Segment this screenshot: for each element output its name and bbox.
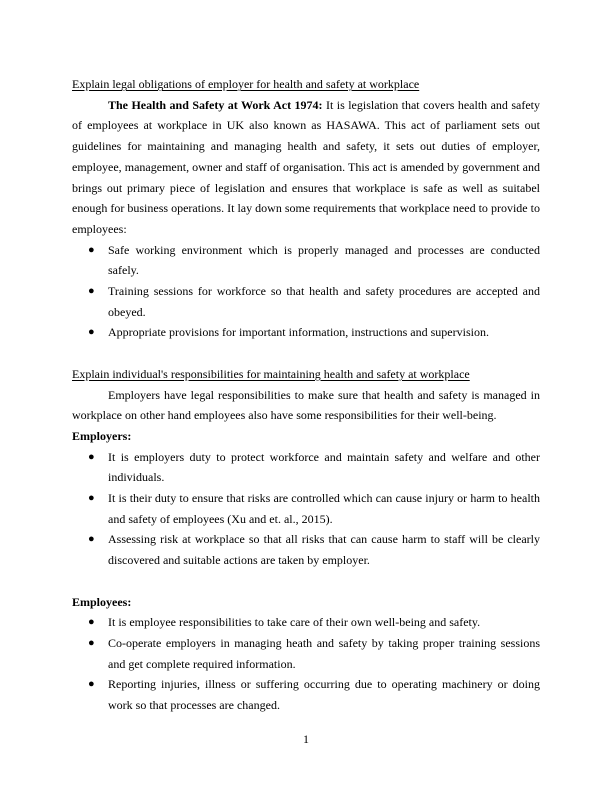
bullet-icon: ● (88, 450, 95, 463)
bullet-icon: ● (88, 616, 95, 629)
list-item: ● Assessing risk at workplace so that all risks that can cause harm to staff will be clearly discovered and suitable actions are taken by employer. (72, 529, 540, 570)
list-item: ● Training sessions for workforce so that health and safety procedures are accepted and obeyed. (72, 281, 540, 322)
employers-label: Employers: (72, 428, 132, 443)
bullet-icon: ● (88, 285, 95, 298)
section1-bullet-list (72, 240, 540, 344)
bullet-icon: ● (88, 492, 95, 505)
employers-bullet-list (72, 447, 540, 571)
bullet-icon: ● (88, 243, 95, 256)
list-item: ● Appropriate provisions for important information, instructions and supervision. (72, 322, 540, 343)
employees-label: Employees: (72, 594, 132, 609)
act-title: The Health and Safety at Work Act 1974: (108, 97, 323, 112)
list-item: ● Co-operate employers in managing heath and safety by taking proper training sessions and get complete required information. (72, 633, 540, 674)
bullet-icon: ● (88, 533, 95, 546)
section1-heading: Explain legal obligations of employer for health and safety at workplace (72, 77, 420, 91)
section1-intro-paragraph (72, 95, 540, 240)
section2-heading: Explain individual's responsibilities for maintaining health and safety at workplace (72, 366, 470, 381)
list-item: ● It is employers duty to protect workforce and maintain safety and welfare and other individuals. (72, 447, 540, 488)
list-item: ● Reporting injuries, illness or suffering occurring due to operating machinery or doing work so that processes are changed. (72, 674, 540, 715)
section2-intro-paragraph: Employers have legal responsibilities to make sure that health and safety is managed in workplace on other hand employees also have some responsibilities for their well-being. (72, 387, 540, 423)
employees-bullet-list (72, 612, 540, 716)
bullet-icon: ● (88, 678, 95, 691)
document-page (72, 74, 540, 716)
page-number: 1 (303, 732, 309, 746)
list-item: ● Safe working environment which is properly managed and processes are conducted safely. (72, 240, 540, 281)
spacer (72, 571, 540, 592)
spacer (72, 343, 540, 364)
section1-intro-text: It is legislation that covers health and safety of employees at workplace in UK also known as HASAWA. This act of parliament sets out guidelines for maintaining and managing health and safety, it sets out duties of employer, employee, management, owner and staff of organisation. This act is amended by government and brings out primary piece of legislation and ensures that workplace is safe as well as suitabel enough for business operations. It lay down some requirements that workplace need to provide to employees: (72, 97, 541, 236)
list-item: ● It is their duty to ensure that risks are controlled which can cause injury or harm to health and safety of employees (Xu and et. al., 2015). (72, 488, 540, 529)
bullet-icon: ● (88, 326, 95, 339)
bullet-icon: ● (88, 636, 95, 649)
list-item: ● It is employee responsibilities to take care of their own well-being and safety. (72, 612, 540, 633)
